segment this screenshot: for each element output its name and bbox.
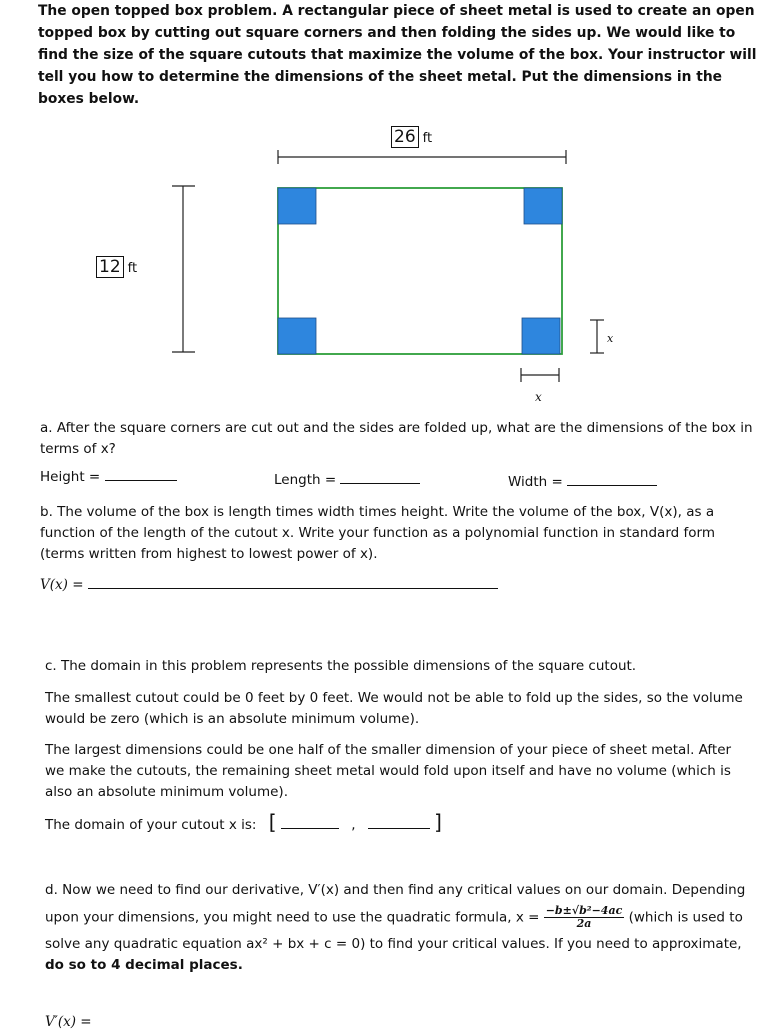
part-d-line-3: solve any quadratic equation ax² + bx + c = 0) to find your critical values. If you need to approximate, [45, 936, 742, 952]
part-c-para-2: The smallest cutout could be 0 feet by 0 feet. We would not be able to fold up the sides, so the volume would be zero (which is an absolute minimum volume). [45, 690, 743, 727]
cutout-top-right [524, 188, 562, 224]
height-value-box[interactable]: 12 [96, 256, 124, 278]
part-a-question: a. After the square corners are cut out and the sides are folded up, what are the dimensions of the box in terms of x? [40, 420, 753, 457]
height-blank[interactable] [105, 466, 177, 481]
bottom-x-label: x [535, 390, 542, 404]
width-dimension-label: 26 ft [391, 126, 432, 148]
cutout-top-left [278, 188, 316, 224]
part-b-line-1: b. The volume of the box is length times width times height. Write the volume of the box, V(x), as a [40, 504, 715, 520]
derivative-answer-label: V′(x) = [45, 1014, 92, 1030]
sheet-metal-diagram [0, 0, 767, 420]
sheet-outline [278, 188, 562, 354]
domain-lower-blank[interactable] [281, 814, 339, 829]
part-d-line-4: do so to 4 decimal places. [45, 957, 243, 973]
domain-answer: The domain of your cutout x is: [ , ] [45, 810, 442, 834]
domain-upper-blank[interactable] [368, 814, 430, 829]
volume-blank[interactable] [88, 574, 498, 589]
width-value-box[interactable]: 26 [391, 126, 419, 148]
part-b-line-2: function of the length of the cutout x. Write your function as a polynomial function in standard form [40, 525, 715, 541]
volume-answer: V(x) = [40, 574, 498, 596]
part-c-line-1: c. The domain in this problem represents the possible dimensions of the square cutout. [45, 658, 637, 674]
part-b-line-3: (terms written from highest to lowest power of x). [40, 546, 378, 562]
width-blank[interactable] [567, 471, 657, 486]
part-c-para-3: The largest dimensions could be one half of the smaller dimension of your piece of sheet metal. After we make the cutouts, the remaining sheet metal would fold upon itself and have no volume (which is also an absolute minimum volume). [45, 742, 732, 800]
cutout-bottom-right [522, 318, 560, 354]
width-answer: Width = [508, 471, 657, 493]
height-dimension-label: 12 ft [96, 256, 137, 278]
intro-paragraph: The open topped box problem. A rectangular piece of sheet metal is used to create an open topped box by cutting out square corners and then folding the sides up. We would like to find the size of the square cutouts that maximize the volume of the box. Your instructor will tell you how to determine the dimensions of the sheet metal. Put the dimensions in the boxes below. [38, 3, 757, 107]
quadratic-formula: $\frac{\text{−b±√b²−4ac}}{2a}$ [545, 904, 623, 930]
part-d-line-1: d. Now we need to find our derivative, V′(x) and then find any critical values on our domain. Depending [45, 882, 746, 898]
height-answer: Height = [40, 466, 177, 488]
length-answer: Length = [274, 469, 420, 491]
part-d-line-2: upon your dimensions, you might need to use the quadratic formula, x = $\frac{\text{−b±√b²−4ac}}{2a}$ (which is used to [45, 904, 743, 930]
side-x-label: x [607, 332, 614, 345]
length-blank[interactable] [340, 469, 420, 484]
cutout-bottom-left [278, 318, 316, 354]
